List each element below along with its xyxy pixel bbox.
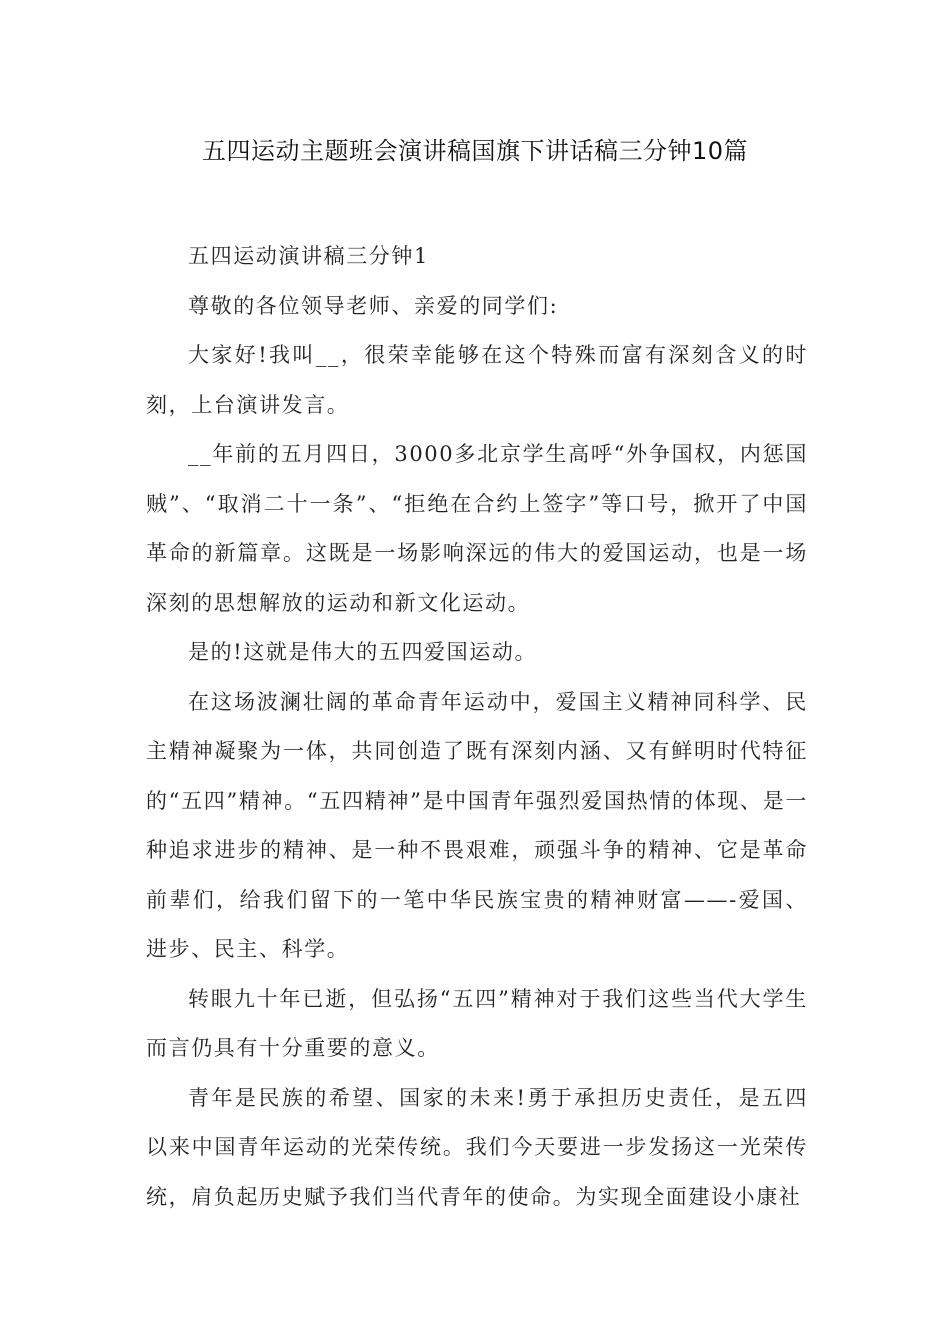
paragraph-spirit: 在这场波澜壮阔的革命青年运动中，爱国主义精神同科学、民主精神凝聚为一体，共同创造了既有深刻内涵、又有鲜明时代特征的“五四”精神。“五四精神”是中国青年强烈爱国热情的体现、是一种追求进步的精神、是一种不畏艰难，顽强斗争的精神、它是革命前辈们，给我们留下的一笔中华民族宝贵的精神财富——-爱国、进步、民主、科学。 <box>146 689 808 961</box>
paragraph-greeting: 大家好!我叫__，很荣幸能够在这个特殊而富有深刻含义的时刻，上台演讲发言。 <box>146 343 808 417</box>
paragraph-salutation: 尊敬的各位领导老师、亲爱的同学们: <box>188 293 559 318</box>
paragraph-affirmation: 是的!这就是伟大的五四爱国运动。 <box>188 640 538 664</box>
document-title: 五四运动主题班会演讲稿国旗下讲话稿三分钟10篇 <box>201 137 749 165</box>
paragraph-history: __年前的五月四日，3000多北京学生高呼“外争国权，内惩国贼”、“取消二十一条”、“拒绝在合约上签字”等口号，掀开了中国革命的新篇章。这既是一场影响深远的伟大的爱国运动，也是一场深刻的思想解放的运动和新文化运动。 <box>146 442 808 615</box>
paragraph-significance: 转眼九十年已逝，但弘扬“五四”精神对于我们这些当代大学生而言仍具有十分重要的意义。 <box>146 986 808 1060</box>
document-body <box>146 232 808 1222</box>
section-heading: 五四运动演讲稿三分钟1 <box>188 244 429 268</box>
paragraph-youth: 青年是民族的希望、国家的未来!勇于承担历史责任，是五四以来中国青年运动的光荣传统。我们今天要进一步发扬这一光荣传统，肩负起历史赋予我们当代青年的使命。为实现全面建设小康社 <box>146 1085 808 1209</box>
